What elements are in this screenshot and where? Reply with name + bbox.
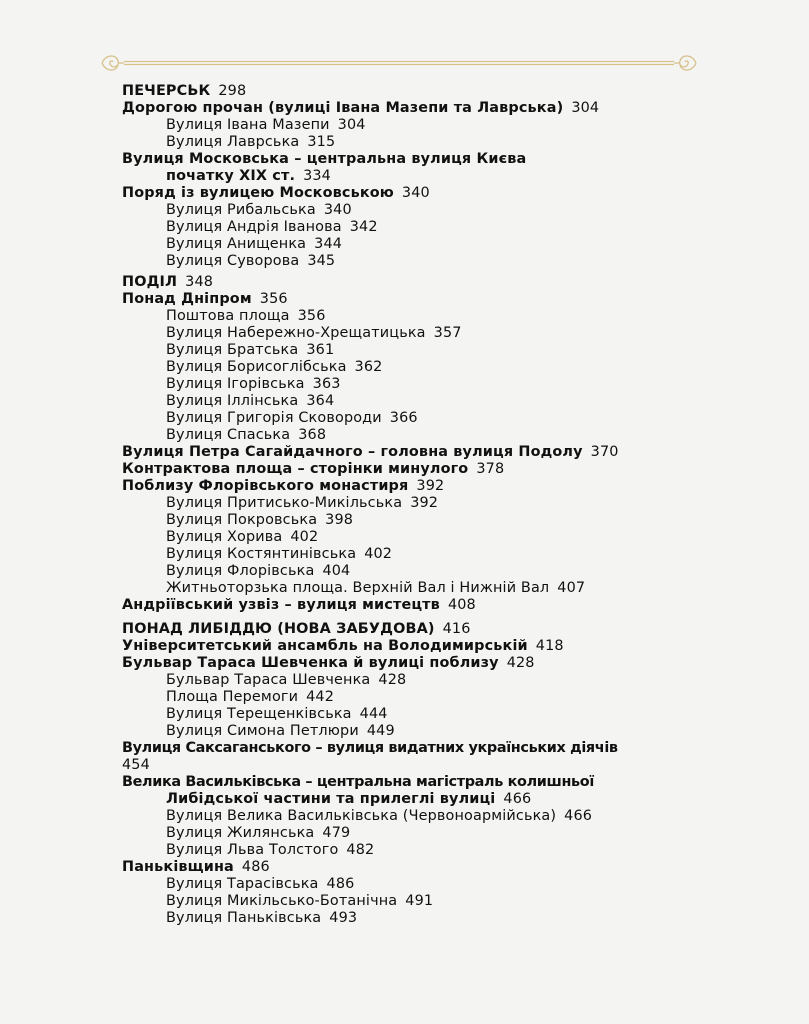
page-number: 482: [346, 842, 375, 858]
page-number: 361: [306, 342, 335, 358]
page-number: 486: [326, 876, 355, 892]
toc-chapter-entry[interactable]: Поблизу Флорівського монастиря 392: [122, 478, 445, 494]
toc-street-entry[interactable]: Поштова площа 356: [166, 308, 326, 324]
toc-street-entry[interactable]: Вулиця Анищенка 344: [166, 236, 343, 252]
page-number: 370: [590, 444, 619, 460]
toc-chapter-entry[interactable]: Контрактова площа – сторінки минулого 378: [122, 461, 505, 477]
toc-street-entry[interactable]: Вулиця Борисоглібська 362: [166, 359, 383, 375]
page-number: 334: [303, 168, 331, 184]
toc-street-entry[interactable]: Вулиця Паньківська 493: [166, 910, 358, 926]
toc-section-heading[interactable]: ПОНАД ЛИБІДДЮ (НОВА ЗАБУДОВА) 416: [122, 621, 471, 637]
toc-chapter-entry[interactable]: Паньківщина 486: [122, 859, 270, 875]
page-number: 340: [401, 185, 430, 201]
page-number: 342: [349, 219, 378, 235]
toc-section-heading[interactable]: ПЕЧЕРСЬК 298: [122, 83, 247, 99]
toc-chapter-entry[interactable]: Бульвар Тараса Шевченка й вулиці поблизу 428: [122, 655, 535, 671]
page-number: 428: [378, 672, 407, 688]
toc-street-entry[interactable]: Вулиця Рибальська 340: [166, 202, 352, 218]
toc-street-entry[interactable]: Вулиця Симона Петлюри 449: [166, 723, 395, 739]
page-number: 428: [506, 655, 535, 671]
toc-street-entry[interactable]: Вулиця Костянтинівська 402: [166, 546, 393, 562]
toc-chapter-entry-continued[interactable]: 454: [122, 757, 150, 773]
toc-street-entry[interactable]: Вулиця Ігорівська 363: [166, 376, 341, 392]
toc-street-entry[interactable]: Вулиця Притисько-Микільська 392: [166, 495, 439, 511]
toc-street-entry[interactable]: Вулиця Григорія Сковороди 366: [166, 410, 418, 426]
toc-street-entry[interactable]: Вулиця Флорівська 404: [166, 563, 351, 579]
page-number: 408: [447, 597, 476, 613]
page-number: 298: [218, 83, 247, 99]
toc-street-entry[interactable]: Вулиця Хорива 402: [166, 529, 319, 545]
page-number: 304: [571, 100, 600, 116]
page-number: 357: [433, 325, 462, 341]
page-number: 356: [297, 308, 326, 324]
page-number: 315: [307, 134, 336, 150]
page-number: 466: [503, 791, 532, 807]
page-number: 344: [314, 236, 343, 252]
page-number: 398: [325, 512, 354, 528]
toc-street-entry[interactable]: Площа Перемоги 442: [166, 689, 335, 705]
toc-section-heading[interactable]: ПОДІЛ 348: [122, 274, 214, 290]
page-number: 378: [476, 461, 505, 477]
toc-chapter-entry[interactable]: Університетський ансамбль на Володимирській 418: [122, 638, 564, 654]
page-number: 345: [307, 253, 336, 269]
page-number: 466: [564, 808, 593, 824]
page-number: 418: [535, 638, 564, 654]
page-number: 493: [329, 910, 358, 926]
toc-street-entry[interactable]: Вулиця Суворова 345: [166, 253, 336, 269]
toc-street-entry[interactable]: Вулиця Терещенківська 444: [166, 706, 388, 722]
page-number: 340: [323, 202, 352, 218]
toc-street-entry[interactable]: Вулиця Велика Васильківська (Червоноармійська) 466: [166, 808, 593, 824]
toc-chapter-entry[interactable]: Вулиця Петра Сагайдачного – головна вулиця Подолу 370: [122, 444, 619, 460]
page-number: 402: [290, 529, 319, 545]
page-number: 366: [389, 410, 418, 426]
page-number: 404: [322, 563, 351, 579]
decorative-ornament-rule: [98, 48, 700, 78]
page-number: 392: [416, 478, 445, 494]
toc-chapter-entry-continued[interactable]: Либідської частини та прилеглі вулиці 466: [166, 791, 532, 807]
page-number: 364: [306, 393, 335, 409]
page-number: 368: [298, 427, 327, 443]
toc-chapter-entry[interactable]: Андріївський узвіз – вулиця мистецтв 408: [122, 597, 476, 613]
toc-chapter-entry[interactable]: Поряд із вулицею Московською 340: [122, 185, 430, 201]
toc-street-entry[interactable]: Вулиця Набережно-Хрещатицька 357: [166, 325, 462, 341]
page-number: 402: [364, 546, 393, 562]
toc-street-entry[interactable]: Вулиця Микільсько-Ботанічна 491: [166, 893, 434, 909]
page-number: 442: [306, 689, 335, 705]
toc-street-entry[interactable]: Вулиця Лаврська 315: [166, 134, 336, 150]
toc-street-entry[interactable]: Вулиця Жилянська 479: [166, 825, 351, 841]
toc-chapter-entry[interactable]: Дорогою прочан (вулиці Івана Мазепи та Лаврська) 304: [122, 100, 600, 116]
toc-street-entry[interactable]: Вулиця Спаська 368: [166, 427, 327, 443]
toc-street-entry[interactable]: Вулиця Братська 361: [166, 342, 335, 358]
toc-street-entry[interactable]: Житньоторзька площа. Верхній Вал і Нижній Вал 407: [166, 580, 586, 596]
page-number: 348: [185, 274, 214, 290]
page-number: 362: [354, 359, 383, 375]
page-number: 486: [241, 859, 270, 875]
page-number: 407: [557, 580, 586, 596]
toc-chapter-entry[interactable]: Вулиця Саксаганського – вулиця видатних українських діячів: [122, 740, 618, 756]
toc-street-entry[interactable]: Вулиця Тарасівська 486: [166, 876, 355, 892]
toc-street-entry[interactable]: Вулиця Івана Мазепи 304: [166, 117, 366, 133]
page-number: 444: [359, 706, 388, 722]
toc-street-entry[interactable]: Вулиця Іллінська 364: [166, 393, 335, 409]
toc-chapter-entry[interactable]: Понад Дніпром 356: [122, 291, 288, 307]
page-number: 416: [442, 621, 471, 637]
page-number: 356: [259, 291, 288, 307]
page-number: 304: [337, 117, 366, 133]
page-number: 363: [312, 376, 341, 392]
toc-chapter-entry[interactable]: Велика Васильківська – центральна магістраль колишньої: [122, 774, 594, 790]
toc-street-entry[interactable]: Бульвар Тараса Шевченка 428: [166, 672, 407, 688]
page-number: 491: [405, 893, 434, 909]
page-number: 392: [410, 495, 439, 511]
page-number: 479: [322, 825, 351, 841]
toc-street-entry[interactable]: Вулиця Андрія Іванова 342: [166, 219, 378, 235]
toc-chapter-entry-continued[interactable]: початку XIX ст. 334: [166, 168, 331, 184]
page-number: 449: [366, 723, 395, 739]
toc-chapter-entry[interactable]: Вулиця Московська – центральна вулиця Києва: [122, 151, 527, 167]
toc-street-entry[interactable]: Вулиця Покровська 398: [166, 512, 354, 528]
toc-street-entry[interactable]: Вулиця Льва Толстого 482: [166, 842, 375, 858]
